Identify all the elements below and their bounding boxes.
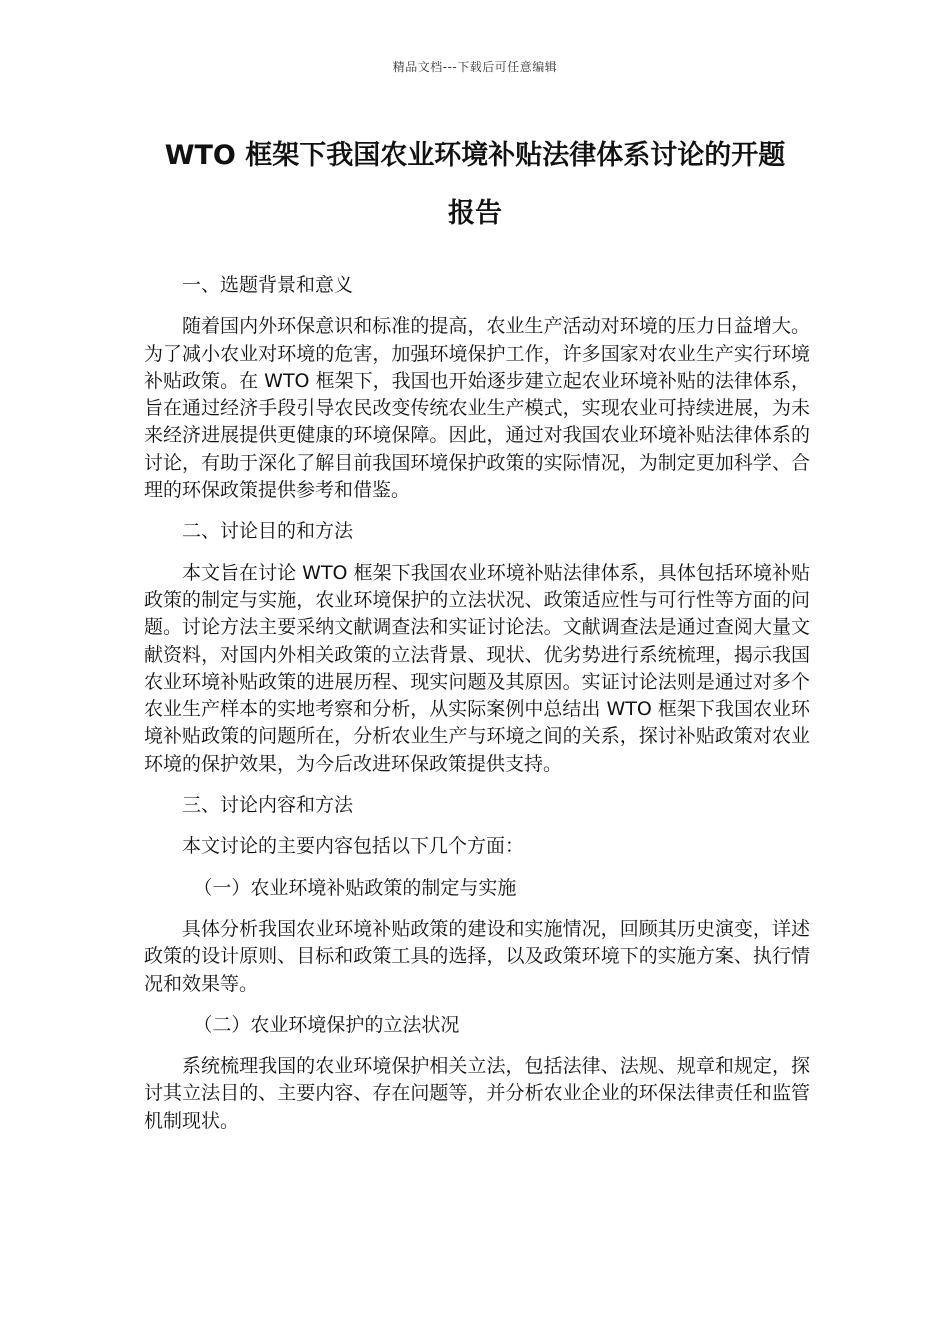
- section-heading-background: 一、选题背景和意义: [182, 274, 354, 296]
- document-title-line-2: 报告: [448, 198, 502, 229]
- subsection-heading-legislation: （二）农业环境保护的立法状况: [193, 1013, 460, 1036]
- section-paragraph-purpose: 本文旨在讨论 WTO 框架下我国农业环境补贴法律体系，具体包括环境补贴政策的制定与实施，农业环境保护的立法状况、政策适应性与可行性等方面的问题。讨论方法主要采纳文献调查法和实证讨论法。文献调查法是通过查阅大量文献资料，对国内外相关政策的立法背景、现状、优劣势进行系统梳理，揭示我国农业环境补贴政策的进展历程、现实问题及其原因。实证讨论法则是通过对多个农业生产样本的实地考察和分析，从实际案例中总结出 WTO 框架下我国农业环境补贴政策的问题所在，分析农业生产与环境之间的关系，探讨补贴政策对农业环境的保护效果，为今后改进环保政策提供支持。: [144, 561, 810, 775]
- subsection-paragraph-policy: 具体分析我国农业环境补贴政策的建设和实施情况，回顾其历史演变，详述政策的设计原则、目标和政策工具的选择，以及政策环境下的实施方案、执行情况和效果等。: [144, 917, 810, 995]
- subsection-paragraph-legislation: 系统梳理我国的农业环境保护相关立法，包括法律、法规、规章和规定，探讨其立法目的、主要内容、存在问题等，并分析农业企业的环保法律责任和监管机制现状。: [144, 1055, 810, 1132]
- document-body: [144, 272, 810, 1149]
- document-title-line-1: WTO 框架下我国农业环境补贴法律体系讨论的开题: [164, 140, 786, 171]
- section-heading-content: 三、讨论内容和方法: [182, 794, 354, 817]
- subsection-heading-policy: （一）农业环境补贴政策的制定与实施: [193, 876, 517, 899]
- section-paragraph-background: 随着国内外环保意识和标准的提高，农业生产活动对环境的压力日益增大。为了减小农业对环境的危害，加强环境保护工作，许多国家对农业生产实行环境补贴政策。在 WTO 框架下，我国也开始逐步建立起农业环境补贴的法律体系，旨在通过经济手段引导农民改变传统农业生产模式，实现农业可持续进展，为未来经济进展提供更健康的环境保障。因此，通过对我国农业环境补贴法律体系的讨论，有助于深化了解目前我国环境保护政策的实际情况，为制定更加科学、合理的环保政策提供参考和借鉴。: [144, 315, 810, 502]
- section-heading-purpose: 二、讨论目的和方法: [182, 520, 354, 543]
- section-paragraph-content: 本文讨论的主要内容包括以下几个方面：: [182, 835, 525, 858]
- page-header-note: 精品文档---下载后可任意编辑: [392, 60, 558, 74]
